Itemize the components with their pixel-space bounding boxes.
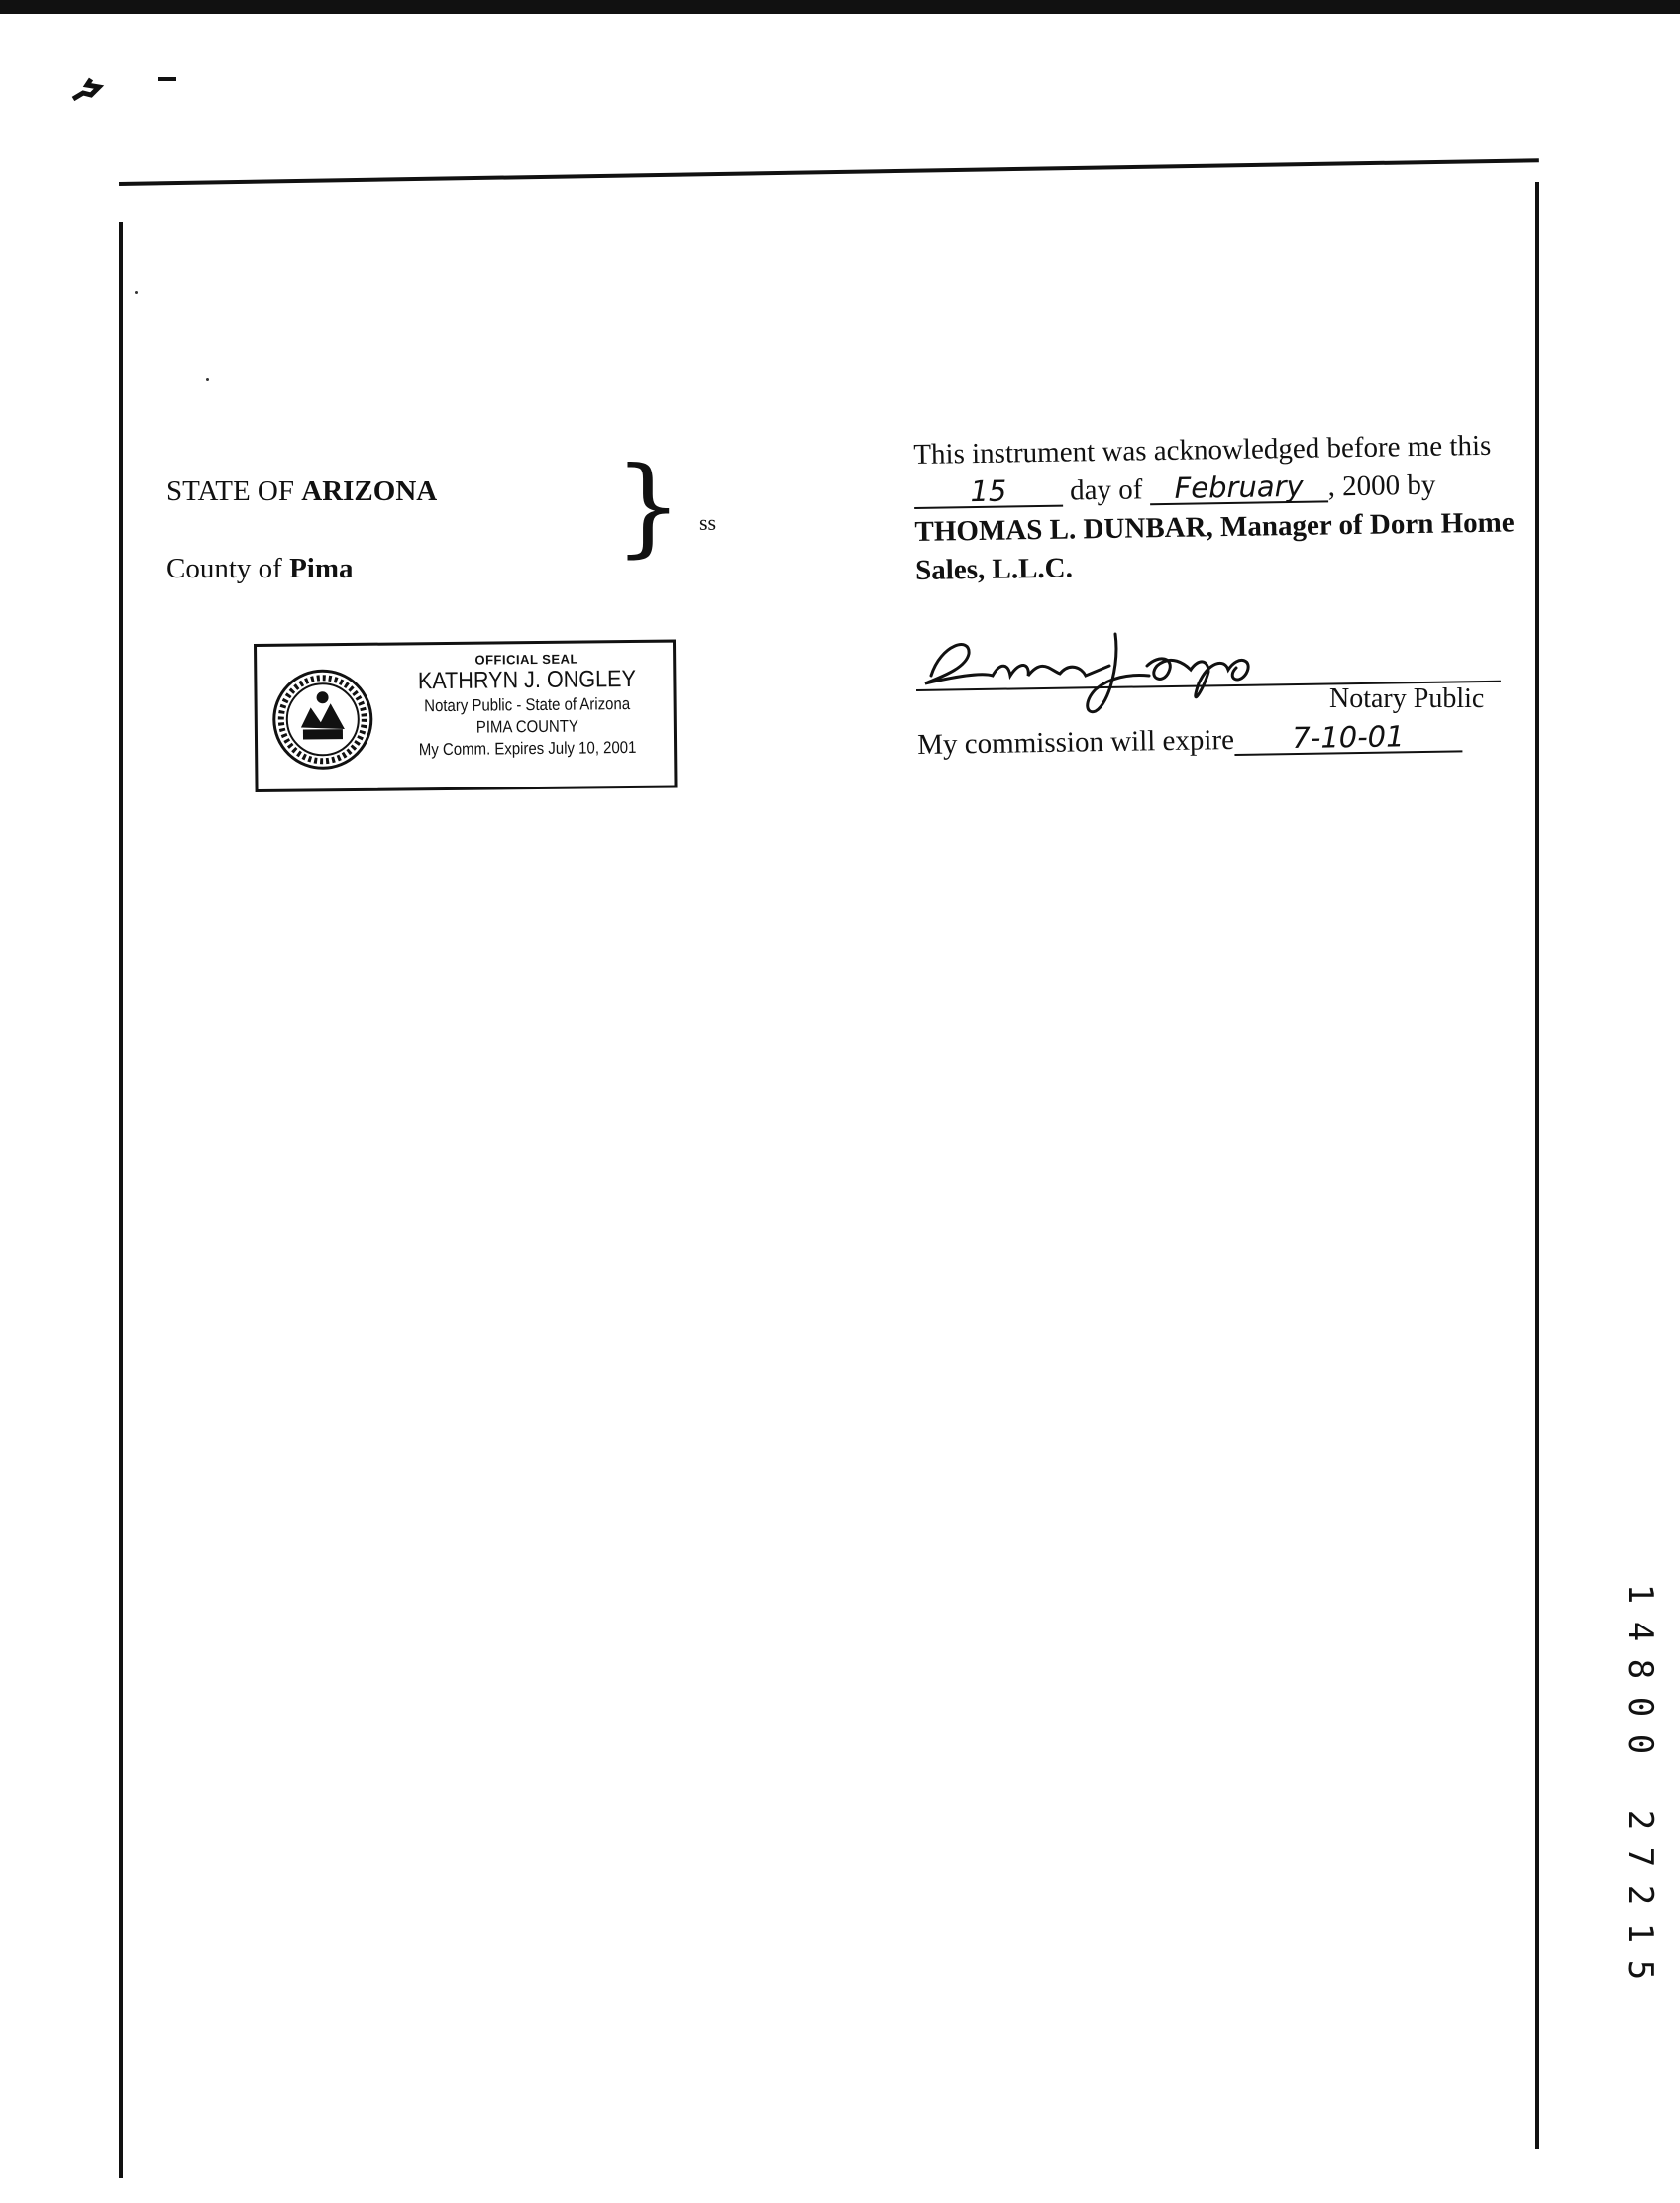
ack-year: , 2000 by xyxy=(1327,469,1436,503)
scan-speck-dash xyxy=(158,77,176,81)
scan-speck xyxy=(69,69,105,115)
venue-county xyxy=(166,553,354,585)
state-name: ARIZONA xyxy=(301,475,438,507)
document-number-char xyxy=(1622,1771,1659,1793)
venue-brace: } xyxy=(614,445,682,569)
document-number-char: 4 xyxy=(1621,1621,1660,1642)
county-name: Pima xyxy=(289,553,354,584)
ack-day-field: 15 xyxy=(914,475,1063,509)
document-number-char: 7 xyxy=(1621,1846,1660,1868)
ss-label: ss xyxy=(699,510,717,535)
arizona-seal-icon xyxy=(270,668,374,777)
document-number-char: 2 xyxy=(1621,1809,1660,1831)
ack-month-field: February xyxy=(1149,471,1327,505)
document-number-char: 8 xyxy=(1621,1658,1660,1680)
scan-dot xyxy=(135,291,138,294)
stamp-county: PIMA COUNTY xyxy=(475,716,579,737)
document-number xyxy=(1621,1575,1660,1989)
commission-date-field: 7-10-01 xyxy=(1234,720,1462,756)
stamp-expires: My Comm. Expires July 10, 2001 xyxy=(418,737,637,760)
document-number-char: 0 xyxy=(1621,1733,1660,1755)
page-border-top xyxy=(119,158,1539,186)
page-border-right xyxy=(1535,182,1539,2149)
commission-label: My commission will expire xyxy=(917,723,1235,761)
venue-state xyxy=(166,475,437,508)
acknowledgment-text xyxy=(913,426,1529,590)
page-border-left xyxy=(119,222,123,2178)
scan-top-edge xyxy=(0,0,1680,14)
document-number-char: 5 xyxy=(1621,1959,1660,1981)
document-number-char: 2 xyxy=(1621,1884,1660,1906)
notary-signature xyxy=(911,614,1288,728)
state-label: STATE OF xyxy=(166,475,302,507)
ack-day-of: day of xyxy=(1062,473,1150,507)
notary-stamp xyxy=(254,640,678,792)
notary-public-label: Notary Public xyxy=(1329,683,1485,714)
stamp-title: Notary Public - State of Arizona xyxy=(424,694,631,716)
ack-line-1: This instrument was acknowledged before me this xyxy=(913,429,1492,471)
ack-signer: THOMAS L. DUNBAR, Manager of Dorn Home Sales, L.L.C. xyxy=(914,506,1515,586)
stamp-name: KATHRYN J. ONGLEY xyxy=(417,665,637,695)
county-label: County of xyxy=(166,553,290,584)
stamp-text xyxy=(385,651,669,762)
scan-dot xyxy=(206,378,209,381)
document-number-char: 1 xyxy=(1621,1583,1660,1605)
document-number-char: 1 xyxy=(1621,1922,1660,1943)
stamp-heading: OFFICIAL SEAL xyxy=(474,651,578,668)
document-number-char: 0 xyxy=(1621,1696,1660,1718)
